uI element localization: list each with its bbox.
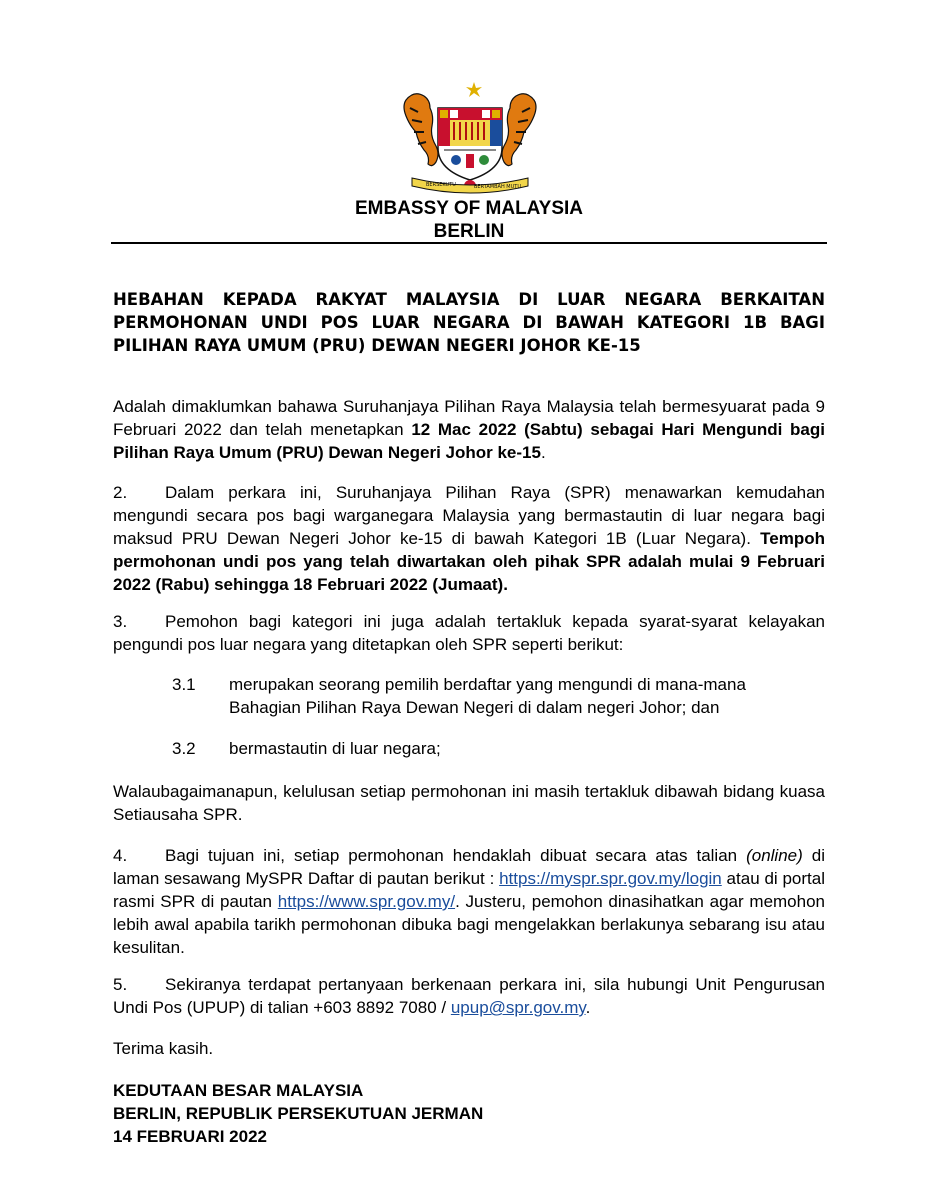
crest-motto-text: BERTAMBAH MUTU <box>474 184 521 190</box>
signature-line-2: BERLIN, REPUBLIK PERSEKUTUAN JERMAN <box>113 1104 484 1123</box>
embassy-city: BERLIN <box>433 221 505 242</box>
paragraph-5: 5. Sekiranya terdapat pertanyaan berkenaan perkara ini, sila hubungi Unit Pengurusan Undi Pos (UPUP) di talian +603 8892 7080 / upup@spr.gov.my. <box>113 975 825 1017</box>
list-item-3-2: 3.2 bermastautin di luar negara; <box>172 739 441 758</box>
closing-text: Terima kasih. <box>113 1039 214 1058</box>
malaysia-coat-of-arms-icon <box>392 78 548 196</box>
paragraph-1: Adalah dimaklumkan bahawa Suruhanjaya Pilihan Raya Malaysia telah bermesyuarat pada 9 Februari 2022 dan telah menetapkan 12 Mac 2022 (Sabtu) sebagai Hari Mengundi bagi Pilihan Raya Umum (PRU) Dewan Negeri Johor ke-15. <box>113 397 825 462</box>
signature-line-1: KEDUTAAN BESAR MALAYSIA <box>113 1081 364 1100</box>
paragraph-4: 4. Bagi tujuan ini, setiap permohonan hendaklah dibuat secara atas talian (online) di laman sesawang MySPR Daftar di pautan berikut : https://myspr.spr.gov.my/login atau di portal rasmi SPR di pautan https://www.spr.gov.my/. Justeru, pemohon dinasihatkan agar memohon lebih awal apabila tarikh permohonan dibuka bagi mengelakkan berlakunya sebarang isu atau kesulitan. <box>113 846 825 957</box>
paragraph-note: Walaubagaimanapun, kelulusan setiap permohonan ini masih tertakluk dibawah bidang kuasa Setiausaha SPR. <box>113 782 825 824</box>
list-item-3-1: 3.1 merupakan seorang pemilih berdaftar yang mengundi di mana-mana Bahagian Pilihan Raya Dewan Negeri di dalam negeri Johor; dan <box>172 675 746 717</box>
upup-email-link[interactable]: upup@spr.gov.my <box>450 998 586 1017</box>
myspr-login-link[interactable]: https://myspr.spr.gov.my/login <box>499 869 722 888</box>
paragraph-3: 3. Pemohon bagi kategori ini juga adalah tertakluk kepada syarat-syarat kelayakan pengundi pos luar negara yang ditetapkan oleh SPR seperti berikut: <box>113 612 825 654</box>
paragraph-2: 2. Dalam perkara ini, Suruhanjaya Pilihan Raya (SPR) menawarkan kemudahan mengundi secara pos bagi warganegara Malaysia yang bermastautin di luar negara bagi maksud PRU Dewan Negeri Johor ke-15 di bawah Kategori 1B (Luar Negara). Tempoh permohonan undi pos yang telah diwartakan oleh pihak SPR adalah mulai 9 Februari 2022 (Rabu) sehingga 18 Februari 2022 (Jumaat). <box>113 483 825 594</box>
signature-date: 14 FEBRUARI 2022 <box>113 1127 268 1146</box>
letterhead-divider <box>111 242 827 244</box>
crest-motto-text: BERSEKUTU <box>426 182 456 188</box>
embassy-title: EMBASSY OF MALAYSIA <box>354 198 584 219</box>
spr-portal-link[interactable]: https://www.spr.gov.my/ <box>277 892 456 911</box>
signature-block <box>113 1079 483 1148</box>
announcement-heading: HEBAHAN KEPADA RAKYAT MALAYSIA DI LUAR NEGARA BERKAITAN PERMOHONAN UNDI POS LUAR NEGARA DI BAWAH KATEGORI 1B BAGI PILIHAN RAYA UMUM (PRU) DEWAN NEGERI JOHOR KE-15 <box>113 290 825 355</box>
